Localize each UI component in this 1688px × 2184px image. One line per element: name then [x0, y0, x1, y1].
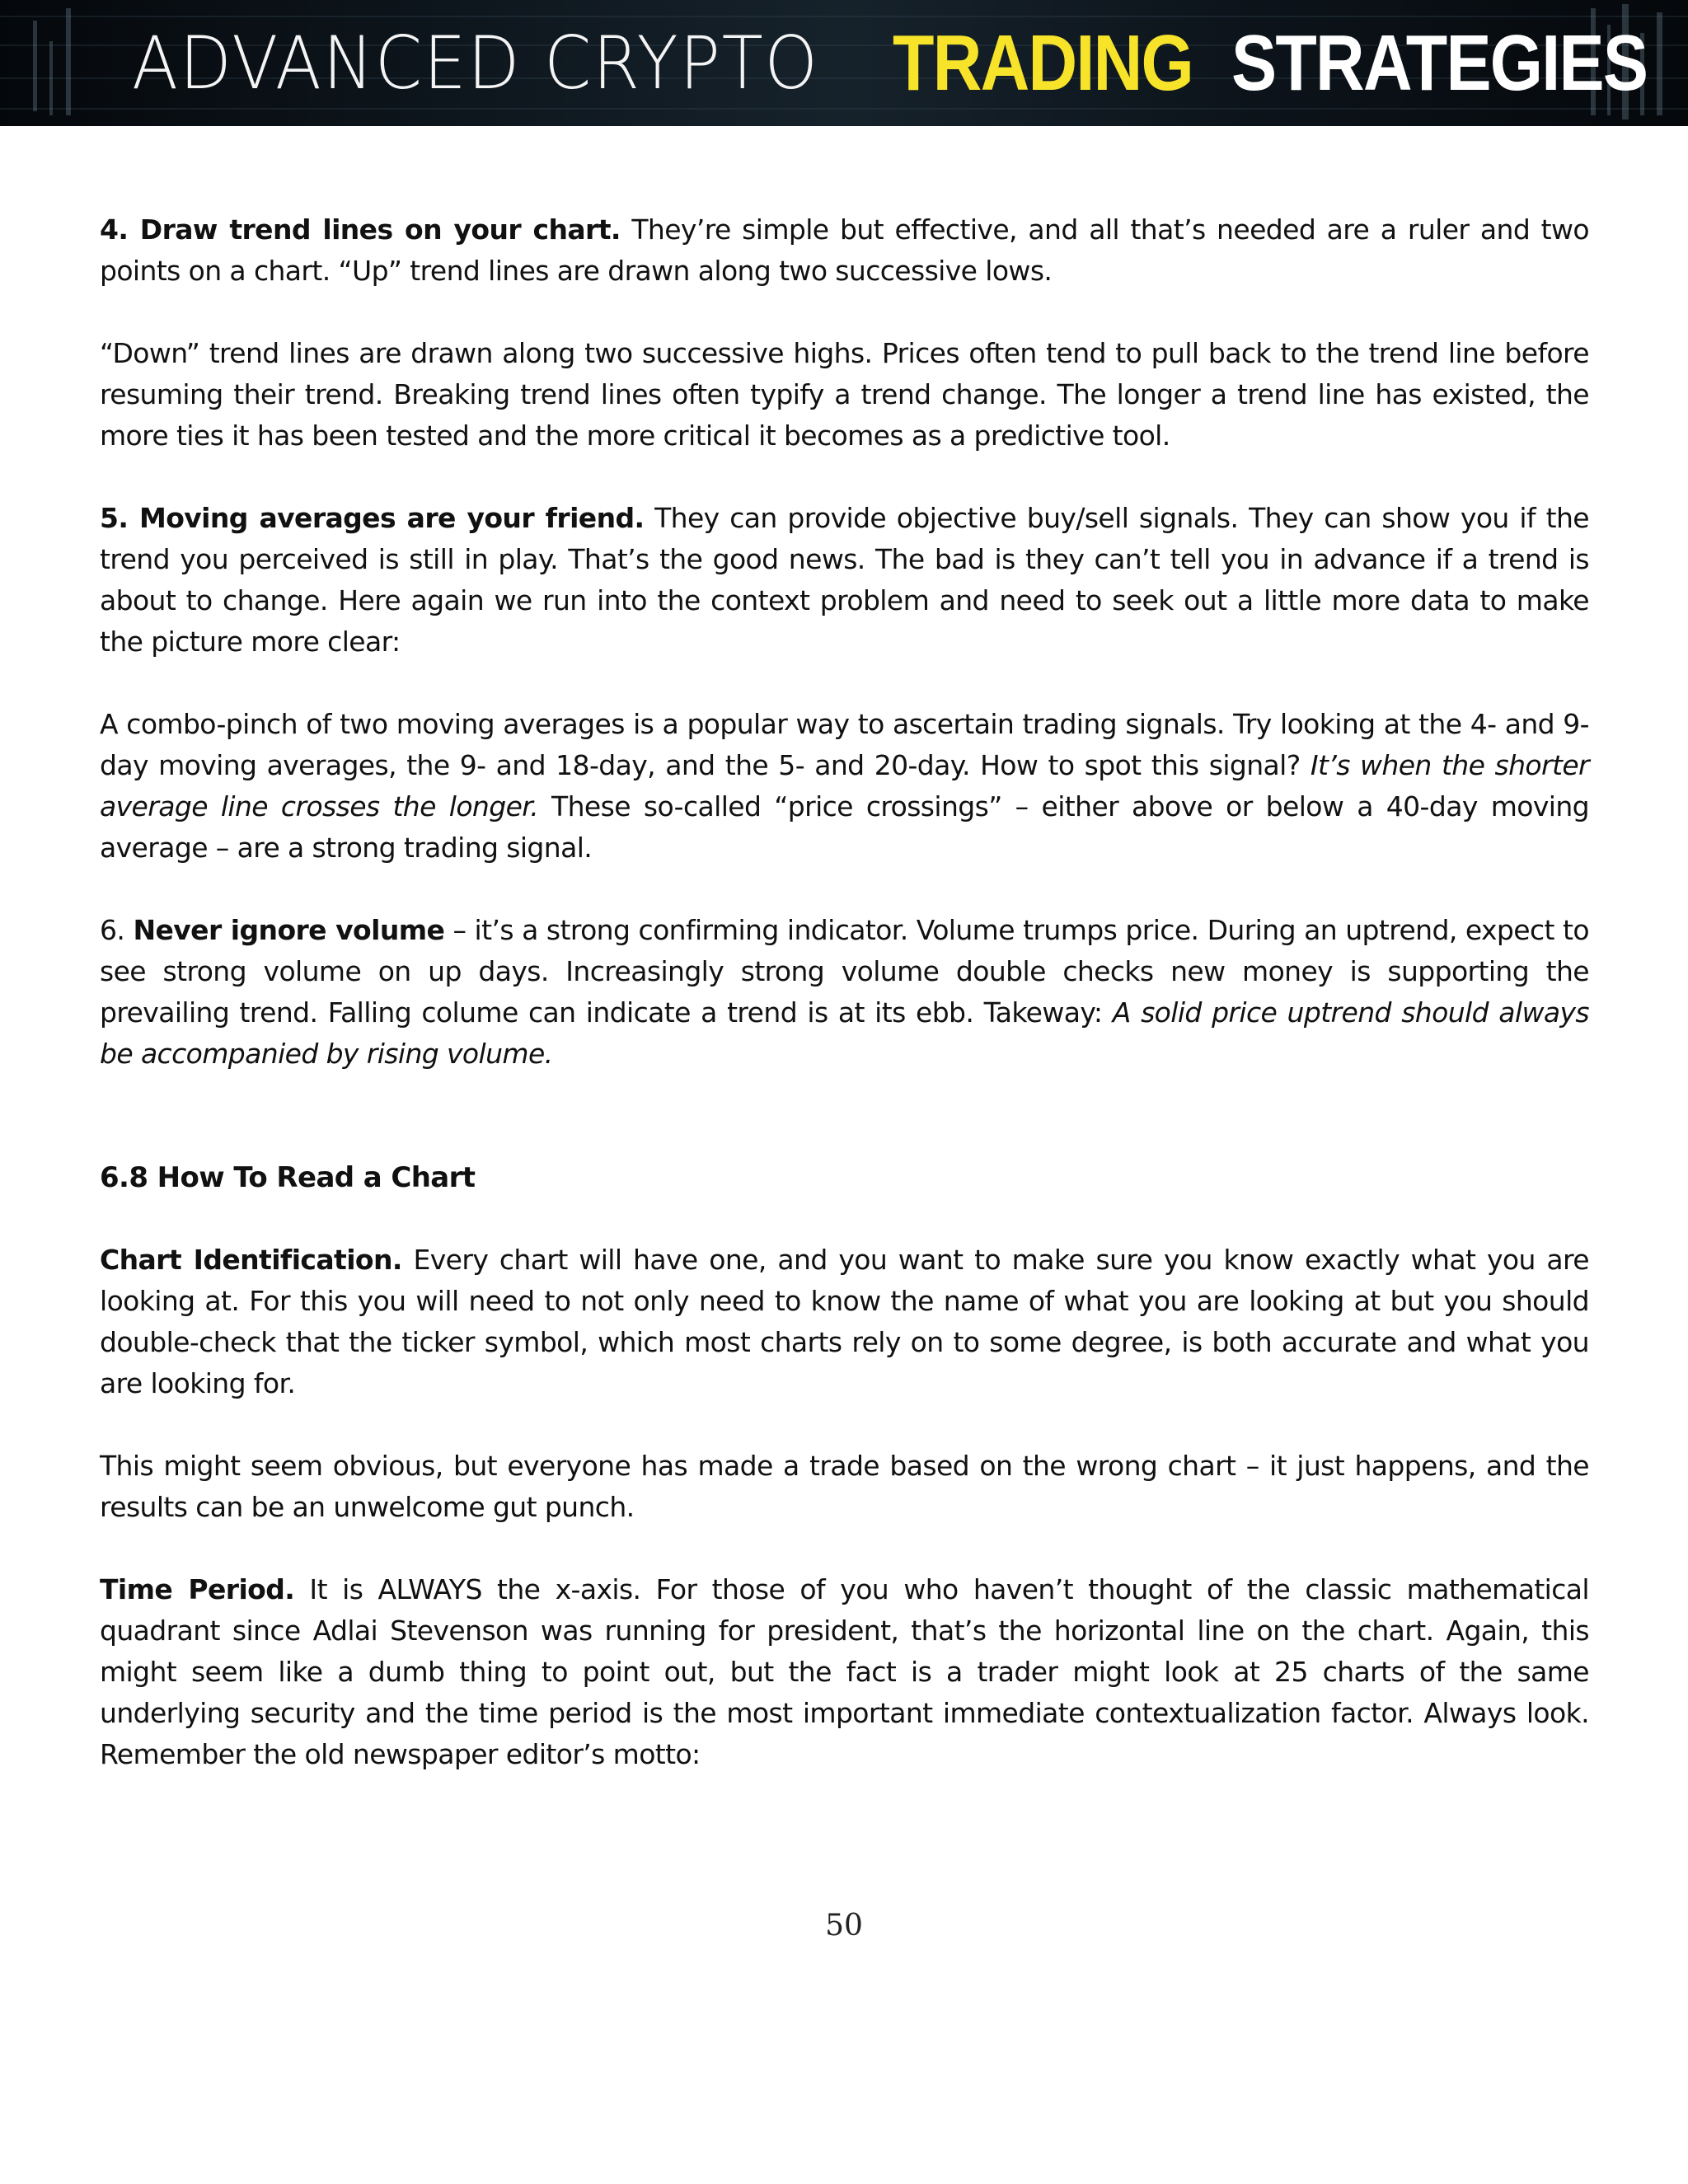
paragraph-italic: A solid price uptrend should always be accompanied by rising volume. — [100, 996, 1589, 1070]
paragraph-text: “Down” trend lines are drawn along two successive highs. Prices often tend to pull back to the trend line before resuming their trend. Breaking trend lines often typify a trend change. The longer a trend line has existed, the more ties it has been tested and the more critical it becomes as a predictive tool. — [100, 337, 1589, 452]
header-banner — [0, 0, 1688, 126]
paragraph-italic: It’s when the shorter average line crosses the longer. — [100, 749, 1589, 823]
paragraph-text: – it’s a strong confirming indicator. Volume trumps price. During an uptrend, expect to see strong volume on up days. Increasingly strong volume double checks new money is supporting the prevailing trend. Falling colume can indicate a trend is at its ebb. Takeway: — [100, 914, 1589, 1029]
paragraph-volume — [100, 910, 1589, 1075]
paragraph-chart-identification — [100, 1240, 1589, 1404]
page-content — [100, 209, 1589, 1816]
banner-title-part2: TRADING — [892, 18, 1193, 107]
paragraph-combo-pinch — [100, 704, 1589, 869]
paragraph-lead-bold: 4. Draw trend lines on your chart. — [100, 213, 621, 246]
section-heading: 6.8 How To Read a Chart — [100, 1161, 476, 1194]
paragraph-wrong-chart — [100, 1446, 1589, 1528]
paragraph-text: They can provide objective buy/sell signals. They can show you if the trend you perceived is still in play. That’s the good news. The bad is they can’t tell you in advance if a trend is about to change. Here again we run into the context problem and need to seek out a little more data to make the picture more clear: — [100, 502, 1590, 658]
paragraph-text: They’re simple but effective, and all that’s needed are a ruler and two points on a chart. “Up” trend lines are drawn along two successive lows. — [100, 213, 1589, 287]
banner-title — [132, 0, 1648, 126]
page-number: 50 — [825, 1909, 863, 1943]
banner-title-part1: ADVANCED CRYPTO — [132, 21, 819, 105]
paragraph-text: It is ALWAYS the x-axis. For those of you who haven’t thought of the classic mathematical quadrant since Adlai Stevenson was running for president, that’s the horizontal line on the chart. Again, this might seem like a dumb thing to point out, but the fact is a trader might look at 25 charts of the same underlying security and the time period is the most important immediate contextualization factor. Always look. Remember the old newspaper editor’s motto: — [100, 1573, 1589, 1770]
paragraph-moving-averages — [100, 498, 1589, 663]
paragraph-text: This might seem obvious, but everyone has made a trade based on the wrong chart – it just happens, and the results can be an unwelcome gut punch. — [100, 1450, 1589, 1523]
paragraph-down-trend-lines — [100, 333, 1589, 457]
paragraph-lead-bold: Time Period. — [100, 1573, 295, 1605]
paragraph-lead-bold: Never ignore volume — [133, 914, 445, 946]
paragraph-lead-bold: 5. Moving averages are your friend. — [100, 502, 645, 534]
paragraph-prefix: 6. — [100, 914, 134, 946]
paragraph-text: Every chart will have one, and you want to make sure you know exactly what you are looking at. For this you will need to not only need to know the name of what you are looking at but you should double-check that the ticker symbol, which most charts rely on to some degree, is both accurate and what you are looking for. — [100, 1244, 1589, 1399]
paragraph-time-period — [100, 1569, 1589, 1775]
paragraph-text: A combo-pinch of two moving averages is a popular way to ascertain trading signals. Try looking at the 4- and 9-day moving averages, the 9- and 18-day, and the 5- and 20-day. How to spot this signal? — [100, 708, 1589, 781]
paragraph-text: These so-called “price crossings” – either above or below a 40-day moving average – are a strong trading signal. — [100, 790, 1589, 864]
paragraph-lead-bold: Chart Identification. — [100, 1244, 402, 1276]
paragraph-trend-lines — [100, 209, 1589, 292]
banner-title-part3: STRATEGIES — [1231, 18, 1648, 107]
